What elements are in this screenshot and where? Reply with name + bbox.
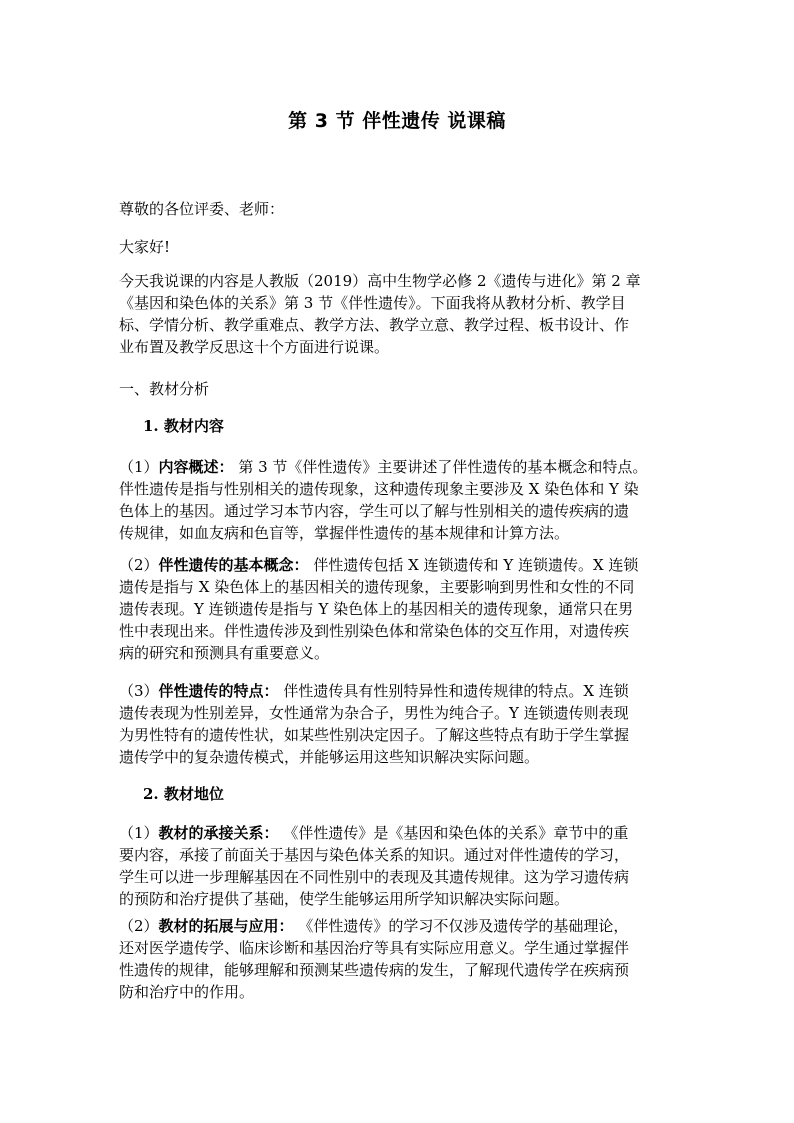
- text-line: 性遗传的规律，能够理解和预测某些遗传病的发生，了解现代遗传学在疾病预: [119, 961, 630, 979]
- item-text: 伴性遗传具有性别特异性和遗传规律的特点。X 连锁: [278, 682, 629, 700]
- text-line: 病的研究和预测具有重要意义。: [119, 644, 330, 662]
- text-line: 学生可以进一步理解基因在不同性别中的表现及其遗传规律。这为学习遗传病: [119, 868, 630, 886]
- text-line: 要内容，承接了前面关于基因与染色体关系的知识。通过对伴性遗传的学习，: [119, 846, 630, 864]
- text-line: 遗传是指与 X 染色体上的基因相关的遗传现象，主要影响到男性和女性的不同: [119, 578, 635, 596]
- subsection-heading: 1. 教材内容: [143, 417, 224, 435]
- item-label: 内容概述：: [158, 458, 234, 476]
- text-line: 遗传学中的复杂遗传模式，并能够运用这些知识解决实际问题。: [119, 748, 540, 766]
- text-line: [119, 915, 679, 937]
- greeting-line: 尊敬的各位评委、老师：: [119, 200, 285, 218]
- text-line: 性中表现出来。伴性遗传涉及到性别染色体和常染色体的交互作用，对遗传疾: [119, 622, 630, 640]
- text-line: 今天我说课的内容是人教版（2019）高中生物学必修 2《遗传与进化》第 2 章: [119, 272, 641, 290]
- text-line: 业布置及教学反思这十个方面进行说课。: [119, 338, 390, 356]
- text-line: 遗传表现为性别差异，女性通常为杂合子，男性为纯合子。Y 连锁遗传则表现: [119, 704, 629, 722]
- item-text: 《伴性遗传》的学习不仅涉及遗传学的基础理论，: [293, 917, 629, 935]
- text-line: [119, 822, 679, 844]
- text-line: 伴性遗传是指与性别相关的遗传现象，这种遗传现象主要涉及 X 染色体和 Y 染: [119, 480, 639, 498]
- text-line: 防和治疗中的作用。: [119, 983, 255, 1001]
- item-text: 伴性遗传包括 X 连锁遗传和 Y 连锁遗传。X 连锁: [308, 556, 639, 574]
- text-line: [119, 680, 679, 702]
- text-line: 遗传表现。Y 连锁遗传是指与 Y 染色体上的基因相关的遗传现象，通常只在男: [119, 600, 634, 618]
- text-line: 还对医学遗传学、临床诊断和基因治疗等具有实际应用意义。学生通过掌握伴: [119, 939, 630, 957]
- item-number: （1）: [119, 458, 159, 476]
- item-label: 伴性遗传的特点：: [158, 682, 279, 700]
- page-title: 第 3 节 伴性遗传 说课稿: [288, 110, 506, 132]
- paragraph-content-overview: [119, 456, 679, 544]
- text-line: 标、学情分析、教学重难点、教学方法、教学立意、教学过程、板书设计、作: [119, 316, 630, 334]
- section-heading: 一、教材分析: [119, 380, 210, 398]
- item-text: 《伴性遗传》是《基因和染色体的关系》章节中的重: [278, 824, 629, 842]
- intro-paragraph: [119, 270, 679, 358]
- text-line: 色体上的基因。通过学习本节内容，学生可以了解与性别相关的遗传疾病的遗: [119, 502, 630, 520]
- item-number: （1）: [119, 824, 159, 842]
- paragraph-continuity: [119, 822, 679, 910]
- hello-line: 大家好!: [119, 238, 171, 256]
- item-label: 伴性遗传的基本概念：: [158, 556, 309, 574]
- item-label: 教材的拓展与应用：: [158, 917, 294, 935]
- subsection-heading: 2. 教材地位: [143, 785, 224, 803]
- text-line: [119, 456, 679, 478]
- text-line: [119, 554, 679, 576]
- item-label: 教材的承接关系：: [158, 824, 279, 842]
- paragraph-features: [119, 680, 679, 768]
- item-number: （2）: [119, 917, 159, 935]
- item-number: （3）: [119, 682, 159, 700]
- item-number: （2）: [119, 556, 159, 574]
- text-line: 《基因和染色体的关系》第 3 节《伴性遗传》。下面我将从教材分析、教学目: [119, 294, 626, 312]
- text-line: 为男性特有的遗传性状，如某些性别决定因子。了解这些特点有助于学生掌握: [119, 726, 630, 744]
- paragraph-basic-concepts: [119, 554, 679, 664]
- item-text: 第 3 节《伴性遗传》主要讲述了伴性遗传的基本概念和特点。: [233, 458, 648, 476]
- text-line: 传规律，如血友病和色盲等，掌握伴性遗传的基本规律和计算方法。: [119, 524, 570, 542]
- paragraph-extension: [119, 915, 679, 1003]
- text-line: 的预防和治疗提供了基础，使学生能够运用所学知识解决实际问题。: [119, 890, 570, 908]
